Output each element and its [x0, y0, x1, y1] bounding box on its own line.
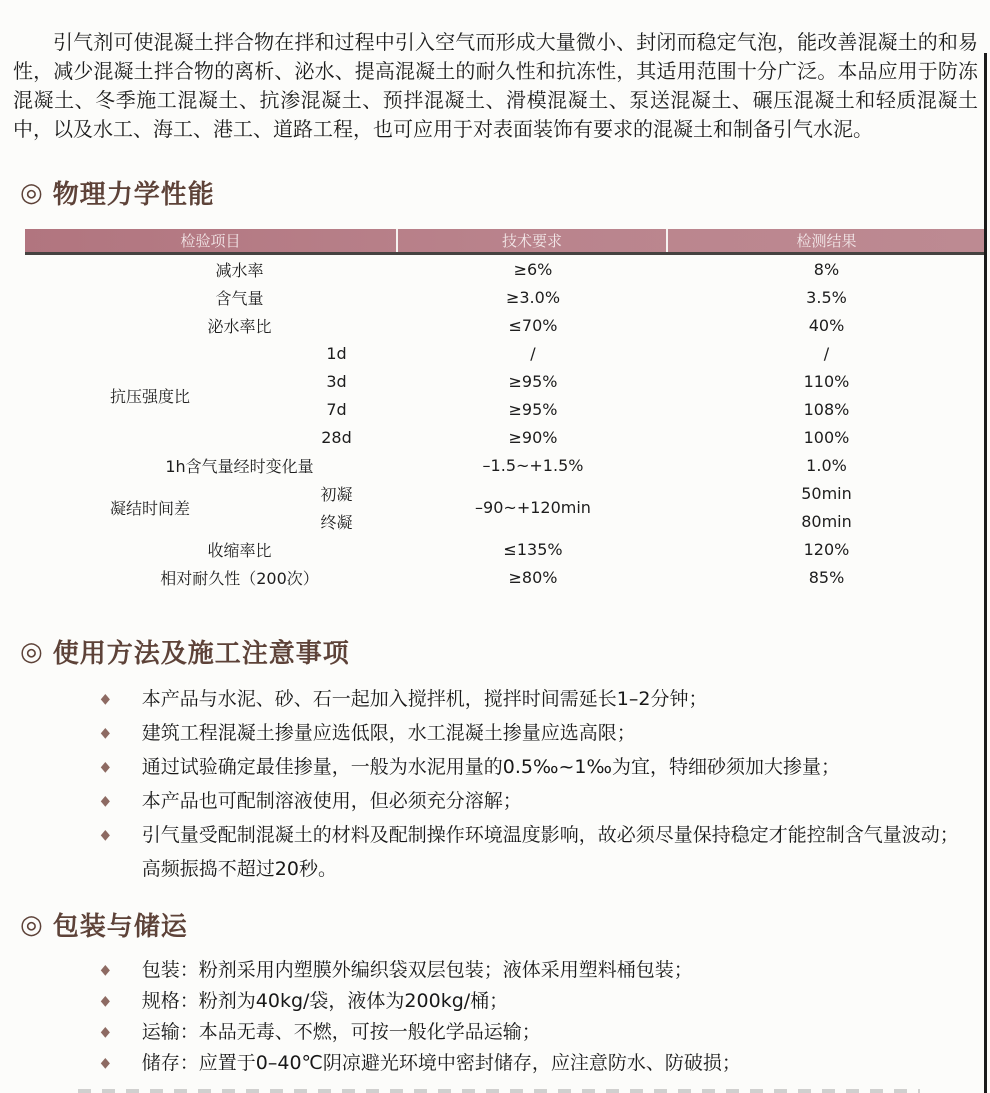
item-text: 引气量受配制混凝土的材料及配制操作环境温度影响，故必须尽量保持稳定才能控制含气量波动； [141, 824, 959, 846]
list-item [100, 955, 960, 986]
tech-requirement-value: ≥3.0% [505, 287, 561, 307]
bottom-cutoff-text-line [78, 1089, 920, 1093]
item-text: 建筑工程混凝土掺量应选低限，水工混凝土掺量应选高限； [141, 722, 636, 744]
list-item [100, 716, 960, 750]
scan-edge-line [984, 53, 987, 1093]
table-row [25, 535, 985, 563]
table-header-row [25, 229, 985, 252]
test-result-value: 8% [813, 259, 840, 279]
diamond-bullet-icon: ◆ [100, 993, 110, 1009]
diamond-bullet-icon: ◆ [100, 962, 110, 978]
packaging-list [100, 955, 960, 1079]
diamond-bullet-icon: ◆ [100, 793, 110, 809]
section-heading-usage [20, 633, 990, 670]
tech-requirement-value: ≥95% [508, 399, 558, 419]
item-text-block [142, 955, 693, 986]
item-text: 本产品也可配制溶液使用，但必须充分溶解； [141, 790, 522, 812]
item-text: 运输：本品无毒、不燃，可按一般化学品运输； [141, 1021, 541, 1043]
section-title: 使用方法及施工注意事项 [52, 639, 350, 669]
tech-requirement-value: ≥6% [513, 259, 553, 279]
test-result-value: 1.0% [806, 455, 847, 475]
group-results [668, 479, 985, 535]
item-text-continuation: 高频振捣不超过20秒。 [141, 858, 337, 880]
table-row [25, 283, 985, 311]
diamond-bullet-icon: ◆ [100, 1024, 110, 1040]
table-row [275, 339, 985, 367]
diamond-bullet-icon: ◆ [100, 691, 110, 707]
item-text: 通过试验确定最佳掺量，一般为水泥用量的0.5‰~1‰为宜，特细砂须加大掺量； [141, 756, 840, 778]
tech-requirement-value: ≤135% [503, 539, 563, 559]
item-text-block [142, 986, 508, 1017]
column-header-requirement: 技术要求 [398, 229, 668, 252]
document-page [0, 28, 990, 1093]
section-heading-packaging [20, 906, 990, 943]
table-row-group [25, 479, 985, 535]
row-sub-label: 28d [321, 427, 352, 447]
diamond-bullet-icon: ◆ [100, 759, 110, 775]
section-marker-icon: ◎ [20, 636, 44, 667]
row-label: 减水率 [215, 260, 264, 280]
list-item [100, 1048, 960, 1079]
test-result-value: 80min [801, 511, 852, 531]
tech-requirement-value: ≥90% [508, 427, 558, 447]
list-item [100, 986, 960, 1017]
section-marker-icon: ◎ [20, 177, 44, 208]
table-row-group [25, 339, 985, 451]
intro-paragraph: 引气剂可使混凝土拌合物在拌和过程中引入空气而形成大量微小、封闭而稳定气泡，能改善混凝土的和易性，减少混凝土拌合物的离析、泌水、提高混凝土的耐久性和抗冻性，其适用范围十分广泛。本品应用于防冻混凝土、冬季施工混凝土、抗渗混凝土、预拌混凝土、滑模混凝土、泵送混凝土、碾压混凝土和轻质混凝土中，以及水工、海工、港工、道路工程，也可应用于对表面装饰有要求的混凝土和制备引气水泥。 [13, 30, 978, 141]
diamond-bullet-icon: ◆ [100, 1055, 110, 1071]
row-label: 抗压强度比 [109, 386, 190, 406]
item-text-block [142, 682, 708, 716]
section-title: 包装与储运 [52, 912, 188, 942]
test-result-value: 3.5% [806, 287, 847, 307]
table-row [275, 423, 985, 451]
test-result-value: 50min [801, 483, 852, 503]
test-result-value: 100% [803, 427, 850, 447]
list-item [100, 750, 960, 784]
table-row [25, 451, 985, 479]
column-header-result: 检测结果 [796, 232, 857, 250]
table-row [25, 563, 985, 591]
row-sub-label: 7d [326, 399, 347, 419]
list-item [100, 682, 960, 716]
test-result-value: 40% [808, 315, 845, 335]
row-sub-label: 3d [326, 371, 347, 391]
section-marker-icon: ◎ [20, 909, 44, 940]
item-text: 规格：粉剂为40kg/袋，液体为200kg/桶； [141, 990, 509, 1012]
item-text-block [142, 1048, 741, 1079]
diamond-bullet-icon: ◆ [100, 827, 110, 843]
column-header-item: 检验项目 [25, 229, 398, 252]
usage-list [100, 682, 960, 886]
list-item [100, 784, 960, 818]
tech-requirement-value: –1.5~+1.5% [482, 455, 584, 475]
group-sub-rows [275, 339, 985, 451]
item-text: 储存：应置于0–40℃阴凉避光环境中密封储存，应注意防水、防破损； [141, 1052, 741, 1074]
table-body [25, 255, 985, 591]
group-sub-labels [275, 479, 398, 535]
test-result-value: 85% [808, 567, 845, 587]
row-label: 收缩率比 [207, 540, 272, 560]
table-row [275, 395, 985, 423]
section-title: 物理力学性能 [52, 180, 215, 210]
properties-table [25, 229, 985, 591]
diamond-bullet-icon: ◆ [100, 725, 110, 741]
row-label: 相对耐久性（200次） [160, 568, 319, 588]
row-label: 凝结时间差 [109, 498, 190, 518]
list-item [100, 818, 960, 886]
row-label: 含气量 [215, 288, 264, 308]
item-text-block [142, 1017, 541, 1048]
tech-requirement-value: / [530, 343, 536, 363]
section-heading-physical [20, 174, 990, 211]
item-text: 本产品与水泥、砂、石一起加入搅拌机，搅拌时间需延长1–2分钟； [141, 688, 708, 710]
row-sub-label: 1d [326, 343, 347, 363]
tech-requirement-value: ≥80% [508, 567, 558, 587]
table-row [275, 367, 985, 395]
item-text-block [142, 716, 636, 750]
row-label: 1h含气量经时变化量 [165, 456, 314, 476]
test-result-value: 120% [803, 539, 850, 559]
test-result-value: 110% [803, 371, 850, 391]
row-label: 泌水率比 [207, 316, 272, 336]
table-row [25, 255, 985, 283]
tech-requirement-value: ≥95% [508, 371, 558, 391]
test-result-value: 108% [803, 399, 850, 419]
test-result-value: / [823, 343, 830, 363]
tech-requirement-value: –90~+120min [475, 497, 591, 517]
table-row [25, 311, 985, 339]
item-text: 包装：粉剂采用内塑膜外编织袋双层包装；液体采用塑料桶包装； [141, 959, 693, 981]
list-item [100, 1017, 960, 1048]
item-text-block [142, 784, 522, 818]
item-text-block [142, 818, 959, 886]
tech-requirement-value: ≤70% [508, 315, 558, 335]
row-sub-label: 终凝 [320, 512, 353, 532]
item-text-block [142, 750, 840, 784]
row-sub-label: 初凝 [320, 484, 353, 504]
